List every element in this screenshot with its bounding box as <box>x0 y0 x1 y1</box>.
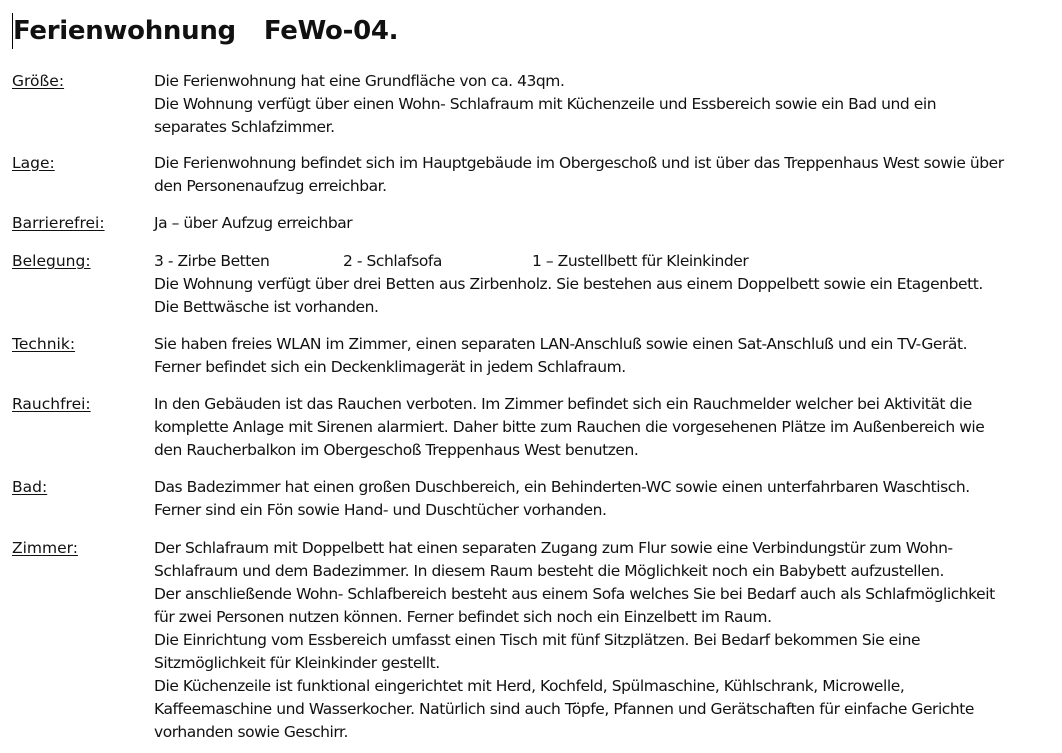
section-label: Rauchfrei: <box>12 395 91 413</box>
apartment-code: FeWo-04. <box>263 16 399 46</box>
section-label: Belegung: <box>12 252 91 270</box>
section-label: Barrierefrei: <box>12 214 105 232</box>
text-line: Ferner befindet sich ein Deckenklimagerät in jedem Schlafraum. <box>154 358 626 376</box>
text-line: Der anschließende Wohn- Schlafbereich besteht aus einem Sofa welches Sie bei Bedarf auch als Schlafmöglichkeit <box>154 585 995 603</box>
section-label: Technik: <box>12 335 76 353</box>
text-line: Sie haben freies WLAN im Zimmer, einen separaten LAN-Anschluß sowie einen Sat-Anschluß und ein TV-Gerät. <box>154 335 968 353</box>
text-line: Sitzmöglichkeit für Kleinkinder gestellt. <box>154 654 440 672</box>
text-line: Ferner sind ein Fön sowie Hand- und Duschtücher vorhanden. <box>154 501 607 519</box>
text-line: Die Wohnung verfügt über einen Wohn- Schlafraum mit Küchenzeile und Essbereich sowie ein Bad und ein <box>154 95 937 113</box>
text-line: Die Ferienwohnung hat eine Grundfläche von ca. 43qm. <box>154 72 565 90</box>
text-line: für zwei Personen nutzen können. Ferner befindet sich noch ein Einzelbett im Raum. <box>154 608 772 626</box>
title-text: Ferienwohnung <box>13 16 236 46</box>
text-line: Die Einrichtung vom Essbereich umfasst einen Tisch mit fünf Sitzplätzen. Bei Bedarf bekommen Sie eine <box>154 631 921 649</box>
section-label: Bad: <box>12 478 48 496</box>
text-line: den Raucherbalkon im Obergeschoß Treppenhaus West benutzen. <box>154 441 639 459</box>
section-content <box>154 152 1049 198</box>
text-line: Die Ferienwohnung befindet sich im Hauptgebäude im Obergeschoß und ist über das Treppenhaus West sowie über <box>154 154 1004 172</box>
text-line: Ja – über Aufzug erreichbar <box>154 214 353 232</box>
section-label: Zimmer: <box>12 539 78 557</box>
section-content <box>154 476 1049 522</box>
bed-summary <box>154 250 1049 273</box>
text-line: den Personenaufzug erreichbar. <box>154 177 387 195</box>
text-line: In den Gebäuden ist das Rauchen verboten. Im Zimmer befindet sich ein Rauchmelder welcher bei Aktivität die <box>154 395 972 413</box>
bed-item: 2 - Schlafsofa <box>343 252 442 270</box>
text-line: Die Wohnung verfügt über drei Betten aus Zirbenholz. Sie bestehen aus einem Doppelbett sowie ein Etagenbett. <box>154 275 983 293</box>
text-line: Die Bettwäsche ist vorhanden. <box>154 298 379 316</box>
text-line: vorhanden sowie Geschirr. <box>154 723 349 741</box>
document-title <box>13 12 398 50</box>
text-line: Das Badezimmer hat einen großen Duschbereich, ein Behinderten-WC sowie einen unterfahrbaren Waschtisch. <box>154 478 970 496</box>
text-line: komplette Anlage mit Sirenen alarmiert. Daher bitte zum Rauchen die vorgesehenen Plätze im Außenbereich wie <box>154 418 985 436</box>
text-line: Der Schlafraum mit Doppelbett hat einen separaten Zugang zum Flur sowie eine Verbindungstür zum Wohn- <box>154 539 953 557</box>
bed-item: 3 - Zirbe Betten <box>154 252 270 270</box>
section-content <box>154 70 1049 139</box>
section-label: Größe: <box>12 72 65 90</box>
section-label: Lage: <box>12 154 55 172</box>
text-line: Die Küchenzeile ist funktional eingerichtet mit Herd, Kochfeld, Spülmaschine, Kühlschrank, Microwelle, <box>154 677 905 695</box>
section-content <box>154 250 1049 319</box>
text-line: separates Schlafzimmer. <box>154 118 335 136</box>
section-content <box>154 333 1049 379</box>
text-line: Kaffeemaschine und Wasserkocher. Natürlich sind auch Töpfe, Pfannen und Gerätschaften für einfache Gerichte <box>154 700 974 718</box>
text-line: Schlafraum und dem Badezimmer. In diesem Raum besteht die Möglichkeit noch ein Babybett aufzustellen. <box>154 562 944 580</box>
section-content <box>154 393 1049 462</box>
bed-item: 1 – Zustellbett für Kleinkinder <box>532 252 749 270</box>
section-content <box>154 212 1049 235</box>
section-content <box>154 537 1049 744</box>
